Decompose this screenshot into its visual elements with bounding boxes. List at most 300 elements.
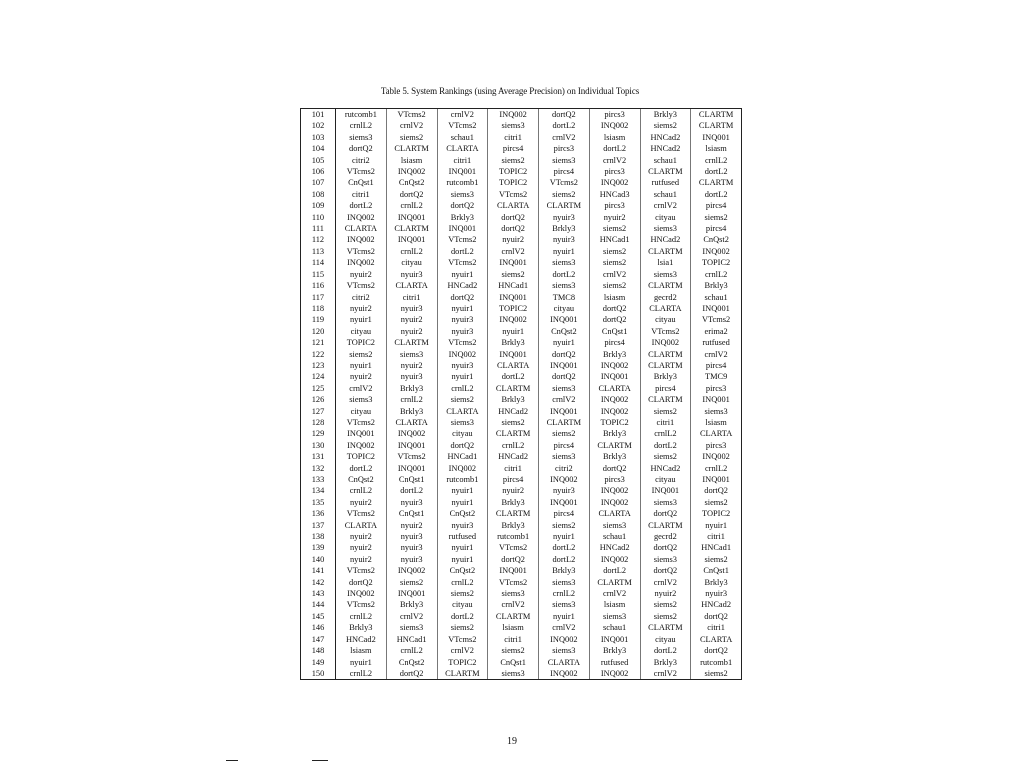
system-rank-cell: nyuir2 bbox=[386, 314, 437, 325]
system-rank-cell: crnlV2 bbox=[640, 200, 691, 211]
system-rank-cell: VTcms2 bbox=[539, 177, 590, 188]
system-rank-cell: crnlV2 bbox=[589, 588, 640, 599]
system-rank-cell: pircs3 bbox=[691, 440, 742, 451]
system-rank-cell: Brkly3 bbox=[589, 428, 640, 439]
table-row bbox=[301, 120, 742, 131]
table-row bbox=[301, 303, 742, 314]
system-rank-cell: INQ001 bbox=[386, 212, 437, 223]
system-rank-cell: CnQst1 bbox=[589, 326, 640, 337]
system-rank-cell: INQ002 bbox=[539, 474, 590, 485]
table-row bbox=[301, 463, 742, 474]
table-row bbox=[301, 257, 742, 268]
system-rank-cell: siems2 bbox=[640, 611, 691, 622]
system-rank-cell: VTcms2 bbox=[386, 109, 437, 121]
system-rank-cell: citri2 bbox=[336, 155, 387, 166]
system-rank-cell: lsia1 bbox=[640, 257, 691, 268]
rankings-table bbox=[300, 108, 742, 680]
system-rank-cell: INQ002 bbox=[539, 634, 590, 645]
table-row bbox=[301, 177, 742, 188]
system-rank-cell: siems3 bbox=[336, 394, 387, 405]
system-rank-cell: pircs3 bbox=[589, 200, 640, 211]
system-rank-cell: cityau bbox=[539, 303, 590, 314]
system-rank-cell: citri1 bbox=[488, 132, 539, 143]
system-rank-cell: crnlL2 bbox=[336, 485, 387, 496]
topic-number: 121 bbox=[301, 337, 336, 348]
system-rank-cell: nyuir3 bbox=[437, 360, 488, 371]
table-row bbox=[301, 497, 742, 508]
system-rank-cell: crnlL2 bbox=[336, 668, 387, 680]
system-rank-cell: pircs3 bbox=[539, 143, 590, 154]
system-rank-cell: CLARTM bbox=[691, 177, 742, 188]
system-rank-cell: CLARTM bbox=[640, 166, 691, 177]
system-rank-cell: schau1 bbox=[691, 292, 742, 303]
system-rank-cell: crnlV2 bbox=[336, 383, 387, 394]
system-rank-cell: Brkly3 bbox=[640, 657, 691, 668]
system-rank-cell: nyuir3 bbox=[539, 485, 590, 496]
system-rank-cell: nyuir3 bbox=[539, 234, 590, 245]
table-row bbox=[301, 394, 742, 405]
system-rank-cell: CLARTA bbox=[691, 428, 742, 439]
system-rank-cell: Brkly3 bbox=[640, 371, 691, 382]
system-rank-cell: INQ002 bbox=[336, 588, 387, 599]
system-rank-cell: pircs4 bbox=[640, 383, 691, 394]
system-rank-cell: INQ002 bbox=[386, 428, 437, 439]
system-rank-cell: TOPIC2 bbox=[691, 257, 742, 268]
system-rank-cell: CLARTM bbox=[640, 622, 691, 633]
system-rank-cell: citri1 bbox=[386, 292, 437, 303]
system-rank-cell: CLARTA bbox=[488, 360, 539, 371]
system-rank-cell: INQ002 bbox=[589, 120, 640, 131]
system-rank-cell: pircs3 bbox=[589, 474, 640, 485]
system-rank-cell: siems2 bbox=[488, 155, 539, 166]
system-rank-cell: siems2 bbox=[640, 120, 691, 131]
table-caption: Table 5. System Rankings (using Average Precision) on Individual Topics bbox=[380, 86, 640, 96]
system-rank-cell: HNCad2 bbox=[640, 143, 691, 154]
system-rank-cell: crnlV2 bbox=[437, 109, 488, 121]
system-rank-cell: citri1 bbox=[691, 622, 742, 633]
system-rank-cell: siems3 bbox=[691, 406, 742, 417]
system-rank-cell: Brkly3 bbox=[691, 577, 742, 588]
system-rank-cell: INQ002 bbox=[488, 314, 539, 325]
topic-number: 127 bbox=[301, 406, 336, 417]
system-rank-cell: CnQst2 bbox=[691, 234, 742, 245]
system-rank-cell: siems2 bbox=[640, 599, 691, 610]
system-rank-cell: siems3 bbox=[539, 383, 590, 394]
system-rank-cell: siems2 bbox=[589, 257, 640, 268]
system-rank-cell: gecrd2 bbox=[640, 531, 691, 542]
system-rank-cell: crnlV2 bbox=[539, 132, 590, 143]
system-rank-cell: dortQ2 bbox=[386, 668, 437, 680]
topic-number: 140 bbox=[301, 554, 336, 565]
system-rank-cell: VTcms2 bbox=[386, 451, 437, 462]
system-rank-cell: pircs3 bbox=[589, 166, 640, 177]
topic-number: 117 bbox=[301, 292, 336, 303]
system-rank-cell: INQ002 bbox=[589, 554, 640, 565]
system-rank-cell: citri1 bbox=[691, 531, 742, 542]
system-rank-cell: crnlL2 bbox=[640, 428, 691, 439]
system-rank-cell: dortL2 bbox=[539, 554, 590, 565]
system-rank-cell: HNCad2 bbox=[640, 463, 691, 474]
system-rank-cell: HNCad1 bbox=[386, 634, 437, 645]
system-rank-cell: pircs3 bbox=[691, 383, 742, 394]
system-rank-cell: Brkly3 bbox=[488, 520, 539, 531]
system-rank-cell: dortL2 bbox=[539, 542, 590, 553]
topic-number: 102 bbox=[301, 120, 336, 131]
system-rank-cell: nyuir1 bbox=[336, 657, 387, 668]
table-row bbox=[301, 508, 742, 519]
topic-number: 110 bbox=[301, 212, 336, 223]
system-rank-cell: siems3 bbox=[437, 417, 488, 428]
system-rank-cell: CLARTA bbox=[386, 280, 437, 291]
system-rank-cell: nyuir1 bbox=[437, 542, 488, 553]
system-rank-cell: siems3 bbox=[386, 349, 437, 360]
system-rank-cell: crnlV2 bbox=[691, 349, 742, 360]
system-rank-cell: dortL2 bbox=[336, 463, 387, 474]
table-row bbox=[301, 668, 742, 680]
system-rank-cell: CLARTA bbox=[691, 634, 742, 645]
topic-number: 146 bbox=[301, 622, 336, 633]
table-row bbox=[301, 155, 742, 166]
system-rank-cell: CLARTM bbox=[691, 109, 742, 121]
system-rank-cell: CnQst2 bbox=[386, 657, 437, 668]
system-rank-cell: nyuir2 bbox=[488, 234, 539, 245]
system-rank-cell: pircs4 bbox=[539, 508, 590, 519]
system-rank-cell: TOPIC2 bbox=[488, 303, 539, 314]
system-rank-cell: INQ001 bbox=[488, 292, 539, 303]
system-rank-cell: INQ001 bbox=[691, 303, 742, 314]
table-row bbox=[301, 269, 742, 280]
system-rank-cell: dortQ2 bbox=[589, 463, 640, 474]
system-rank-cell: crnlL2 bbox=[386, 394, 437, 405]
system-rank-cell: nyuir3 bbox=[437, 326, 488, 337]
topic-number: 128 bbox=[301, 417, 336, 428]
system-rank-cell: dortL2 bbox=[640, 440, 691, 451]
system-rank-cell: CLARTA bbox=[640, 303, 691, 314]
system-rank-cell: nyuir3 bbox=[386, 371, 437, 382]
system-rank-cell: siems2 bbox=[437, 394, 488, 405]
system-rank-cell: HNCad1 bbox=[691, 542, 742, 553]
table-row bbox=[301, 246, 742, 257]
topic-number: 150 bbox=[301, 668, 336, 680]
system-rank-cell: rutfused bbox=[589, 657, 640, 668]
system-rank-cell: pircs4 bbox=[589, 337, 640, 348]
system-rank-cell: INQ002 bbox=[589, 360, 640, 371]
system-rank-cell: TOPIC2 bbox=[437, 657, 488, 668]
system-rank-cell: pircs4 bbox=[691, 200, 742, 211]
system-rank-cell: rutfused bbox=[640, 177, 691, 188]
system-rank-cell: crnlL2 bbox=[437, 383, 488, 394]
system-rank-cell: INQ001 bbox=[386, 588, 437, 599]
system-rank-cell: CLARTA bbox=[589, 508, 640, 519]
system-rank-cell: CLARTA bbox=[336, 223, 387, 234]
system-rank-cell: dortL2 bbox=[539, 120, 590, 131]
system-rank-cell: CLARTM bbox=[488, 508, 539, 519]
system-rank-cell: VTcms2 bbox=[336, 166, 387, 177]
system-rank-cell: crnlV2 bbox=[488, 246, 539, 257]
topic-number: 111 bbox=[301, 223, 336, 234]
system-rank-cell: crnlL2 bbox=[539, 588, 590, 599]
topic-number: 120 bbox=[301, 326, 336, 337]
system-rank-cell: nyuir1 bbox=[437, 303, 488, 314]
table-row bbox=[301, 531, 742, 542]
table-row bbox=[301, 383, 742, 394]
system-rank-cell: siems2 bbox=[691, 212, 742, 223]
system-rank-cell: TMC9 bbox=[691, 371, 742, 382]
table-row bbox=[301, 440, 742, 451]
system-rank-cell: lsiasm bbox=[589, 132, 640, 143]
system-rank-cell: crnlL2 bbox=[691, 269, 742, 280]
system-rank-cell: nyuir3 bbox=[691, 588, 742, 599]
system-rank-cell: CLARTM bbox=[386, 223, 437, 234]
system-rank-cell: dortL2 bbox=[488, 371, 539, 382]
system-rank-cell: siems3 bbox=[589, 520, 640, 531]
table-row bbox=[301, 428, 742, 439]
table-row bbox=[301, 292, 742, 303]
system-rank-cell: CLARTM bbox=[539, 200, 590, 211]
system-rank-cell: citri2 bbox=[539, 463, 590, 474]
system-rank-cell: siems3 bbox=[640, 497, 691, 508]
system-rank-cell: CLARTM bbox=[589, 440, 640, 451]
topic-number: 148 bbox=[301, 645, 336, 656]
system-rank-cell: CLARTM bbox=[386, 143, 437, 154]
topic-number: 107 bbox=[301, 177, 336, 188]
table-row bbox=[301, 314, 742, 325]
system-rank-cell: Brkly3 bbox=[386, 599, 437, 610]
system-rank-cell: nyuir3 bbox=[386, 554, 437, 565]
system-rank-cell: crnlV2 bbox=[640, 577, 691, 588]
system-rank-cell: CLARTA bbox=[539, 657, 590, 668]
system-rank-cell: INQ001 bbox=[691, 132, 742, 143]
system-rank-cell: schau1 bbox=[640, 189, 691, 200]
system-rank-cell: cityau bbox=[437, 428, 488, 439]
system-rank-cell: CnQst1 bbox=[488, 657, 539, 668]
system-rank-cell: citri1 bbox=[488, 463, 539, 474]
system-rank-cell: crnlL2 bbox=[386, 645, 437, 656]
system-rank-cell: Brkly3 bbox=[539, 565, 590, 576]
system-rank-cell: HNCad1 bbox=[488, 280, 539, 291]
system-rank-cell: cityau bbox=[640, 212, 691, 223]
system-rank-cell: INQ002 bbox=[539, 668, 590, 680]
topic-number: 132 bbox=[301, 463, 336, 474]
table-row bbox=[301, 371, 742, 382]
table-row bbox=[301, 280, 742, 291]
system-rank-cell: VTcms2 bbox=[437, 337, 488, 348]
system-rank-cell: pircs4 bbox=[488, 143, 539, 154]
system-rank-cell: nyuir1 bbox=[437, 485, 488, 496]
table-row bbox=[301, 657, 742, 668]
topic-number: 105 bbox=[301, 155, 336, 166]
system-rank-cell: INQ002 bbox=[336, 257, 387, 268]
system-rank-cell: INQ001 bbox=[488, 565, 539, 576]
system-rank-cell: nyuir1 bbox=[437, 497, 488, 508]
system-rank-cell: siems3 bbox=[488, 588, 539, 599]
system-rank-cell: crnlV2 bbox=[539, 394, 590, 405]
system-rank-cell: nyuir3 bbox=[437, 520, 488, 531]
system-rank-cell: INQ001 bbox=[589, 371, 640, 382]
footnote-rule bbox=[226, 760, 238, 761]
table-row bbox=[301, 474, 742, 485]
system-rank-cell: VTcms2 bbox=[437, 634, 488, 645]
system-rank-cell: nyuir2 bbox=[488, 485, 539, 496]
system-rank-cell: nyuir3 bbox=[386, 303, 437, 314]
table-row bbox=[301, 337, 742, 348]
topic-number: 139 bbox=[301, 542, 336, 553]
system-rank-cell: nyuir1 bbox=[336, 314, 387, 325]
system-rank-cell: schau1 bbox=[437, 132, 488, 143]
system-rank-cell: siems3 bbox=[336, 132, 387, 143]
table-row bbox=[301, 143, 742, 154]
system-rank-cell: INQ001 bbox=[437, 166, 488, 177]
table-row bbox=[301, 485, 742, 496]
system-rank-cell: dortL2 bbox=[691, 166, 742, 177]
system-rank-cell: HNCad2 bbox=[488, 406, 539, 417]
system-rank-cell: dortL2 bbox=[691, 189, 742, 200]
system-rank-cell: cityau bbox=[386, 257, 437, 268]
system-rank-cell: dortL2 bbox=[386, 485, 437, 496]
system-rank-cell: citri2 bbox=[336, 292, 387, 303]
system-rank-cell: crnlL2 bbox=[386, 200, 437, 211]
system-rank-cell: nyuir2 bbox=[386, 326, 437, 337]
topic-number: 123 bbox=[301, 360, 336, 371]
system-rank-cell: rutcomb1 bbox=[691, 657, 742, 668]
system-rank-cell: CLARTM bbox=[488, 428, 539, 439]
system-rank-cell: INQ001 bbox=[488, 257, 539, 268]
system-rank-cell: cityau bbox=[336, 406, 387, 417]
system-rank-cell: CnQst2 bbox=[437, 565, 488, 576]
system-rank-cell: nyuir2 bbox=[336, 269, 387, 280]
system-rank-cell: dortQ2 bbox=[589, 303, 640, 314]
system-rank-cell: dortQ2 bbox=[437, 292, 488, 303]
system-rank-cell: INQ002 bbox=[589, 406, 640, 417]
topic-number: 142 bbox=[301, 577, 336, 588]
system-rank-cell: pircs4 bbox=[539, 166, 590, 177]
system-rank-cell: dortQ2 bbox=[691, 645, 742, 656]
system-rank-cell: dortQ2 bbox=[488, 212, 539, 223]
system-rank-cell: lsiasm bbox=[488, 622, 539, 633]
system-rank-cell: siems2 bbox=[437, 588, 488, 599]
table-row bbox=[301, 577, 742, 588]
system-rank-cell: crnlL2 bbox=[336, 120, 387, 131]
system-rank-cell: INQ002 bbox=[386, 166, 437, 177]
system-rank-cell: nyuir2 bbox=[386, 360, 437, 371]
system-rank-cell: lsiasm bbox=[336, 645, 387, 656]
topic-number: 126 bbox=[301, 394, 336, 405]
system-rank-cell: CnQst2 bbox=[386, 177, 437, 188]
system-rank-cell: siems2 bbox=[640, 406, 691, 417]
system-rank-cell: HNCad2 bbox=[437, 280, 488, 291]
topic-number: 108 bbox=[301, 189, 336, 200]
topic-number: 103 bbox=[301, 132, 336, 143]
system-rank-cell: siems3 bbox=[539, 451, 590, 462]
system-rank-cell: INQ002 bbox=[589, 485, 640, 496]
system-rank-cell: CLARTM bbox=[640, 246, 691, 257]
system-rank-cell: nyuir1 bbox=[437, 554, 488, 565]
system-rank-cell: siems2 bbox=[589, 246, 640, 257]
system-rank-cell: CLARTM bbox=[539, 417, 590, 428]
system-rank-cell: CnQst1 bbox=[386, 474, 437, 485]
system-rank-cell: cityau bbox=[336, 326, 387, 337]
topic-number: 106 bbox=[301, 166, 336, 177]
system-rank-cell: HNCad2 bbox=[691, 599, 742, 610]
system-rank-cell: siems3 bbox=[539, 645, 590, 656]
system-rank-cell: VTcms2 bbox=[336, 599, 387, 610]
system-rank-cell: nyuir2 bbox=[336, 303, 387, 314]
table-row bbox=[301, 189, 742, 200]
system-rank-cell: dortQ2 bbox=[539, 109, 590, 121]
system-rank-cell: siems2 bbox=[539, 428, 590, 439]
system-rank-cell: INQ002 bbox=[336, 212, 387, 223]
system-rank-cell: nyuir3 bbox=[539, 212, 590, 223]
system-rank-cell: dortQ2 bbox=[539, 371, 590, 382]
system-rank-cell: nyuir2 bbox=[589, 212, 640, 223]
system-rank-cell: dortQ2 bbox=[386, 189, 437, 200]
system-rank-cell: erima2 bbox=[691, 326, 742, 337]
system-rank-cell: crnlV2 bbox=[589, 155, 640, 166]
table-row bbox=[301, 622, 742, 633]
system-rank-cell: dortQ2 bbox=[640, 565, 691, 576]
table-row bbox=[301, 565, 742, 576]
system-rank-cell: Brkly3 bbox=[589, 349, 640, 360]
system-rank-cell: CnQst1 bbox=[336, 177, 387, 188]
table-row bbox=[301, 451, 742, 462]
footnote-rule bbox=[312, 760, 328, 761]
system-rank-cell: dortQ2 bbox=[589, 314, 640, 325]
system-rank-cell: siems3 bbox=[488, 120, 539, 131]
system-rank-cell: Brkly3 bbox=[488, 394, 539, 405]
system-rank-cell: nyuir2 bbox=[386, 520, 437, 531]
system-rank-cell: CLARTA bbox=[386, 417, 437, 428]
system-rank-cell: crnlL2 bbox=[336, 611, 387, 622]
system-rank-cell: pircs4 bbox=[488, 474, 539, 485]
table-row bbox=[301, 406, 742, 417]
system-rank-cell: nyuir1 bbox=[488, 326, 539, 337]
topic-number: 135 bbox=[301, 497, 336, 508]
system-rank-cell: dortQ2 bbox=[691, 485, 742, 496]
table-row bbox=[301, 349, 742, 360]
system-rank-cell: CnQst2 bbox=[437, 508, 488, 519]
system-rank-cell: schau1 bbox=[589, 531, 640, 542]
system-rank-cell: dortQ2 bbox=[437, 440, 488, 451]
system-rank-cell: siems3 bbox=[386, 622, 437, 633]
system-rank-cell: siems2 bbox=[640, 451, 691, 462]
system-rank-cell: CLARTM bbox=[488, 383, 539, 394]
system-rank-cell: TOPIC2 bbox=[336, 451, 387, 462]
system-rank-cell: TOPIC2 bbox=[589, 417, 640, 428]
system-rank-cell: dortL2 bbox=[539, 269, 590, 280]
system-rank-cell: rutfused bbox=[437, 531, 488, 542]
system-rank-cell: siems3 bbox=[437, 189, 488, 200]
system-rank-cell: INQ002 bbox=[589, 497, 640, 508]
system-rank-cell: crnlL2 bbox=[488, 440, 539, 451]
system-rank-cell: INQ001 bbox=[539, 497, 590, 508]
system-rank-cell: VTcms2 bbox=[488, 542, 539, 553]
system-rank-cell: citri1 bbox=[437, 155, 488, 166]
system-rank-cell: VTcms2 bbox=[437, 257, 488, 268]
system-rank-cell: crnlV2 bbox=[539, 622, 590, 633]
system-rank-cell: VTcms2 bbox=[336, 417, 387, 428]
system-rank-cell: INQ002 bbox=[437, 463, 488, 474]
system-rank-cell: dortQ2 bbox=[488, 554, 539, 565]
system-rank-cell: dortL2 bbox=[437, 611, 488, 622]
system-rank-cell: VTcms2 bbox=[640, 326, 691, 337]
table-row bbox=[301, 212, 742, 223]
topic-number: 116 bbox=[301, 280, 336, 291]
system-rank-cell: Brkly3 bbox=[640, 109, 691, 121]
system-rank-cell: CLARTM bbox=[640, 280, 691, 291]
system-rank-cell: INQ001 bbox=[539, 360, 590, 371]
system-rank-cell: TOPIC2 bbox=[691, 508, 742, 519]
topic-number: 133 bbox=[301, 474, 336, 485]
